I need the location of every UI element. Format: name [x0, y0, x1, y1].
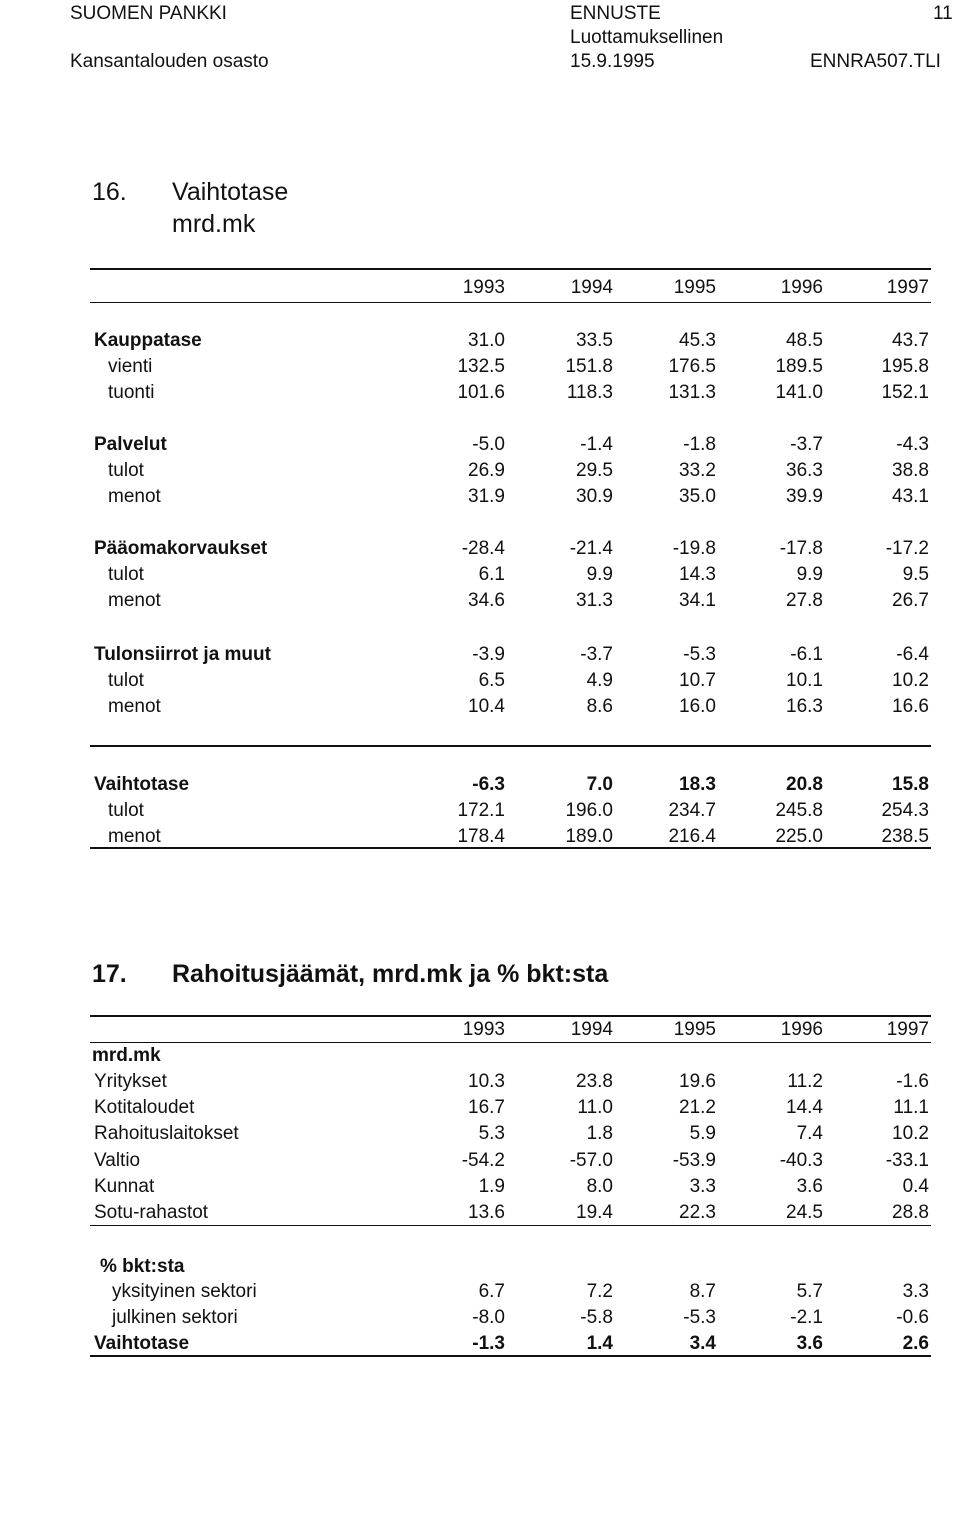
table16-cell: 216.4 [668, 826, 716, 847]
table17-cell: 3.3 [902, 1281, 929, 1302]
table16-cell: 234.7 [668, 800, 716, 821]
table16-cell: 48.5 [786, 330, 823, 351]
table16-cell: 29.5 [576, 460, 613, 481]
table17-cell: 8.0 [586, 1176, 613, 1197]
table17-row-label: Vaihtotase [94, 1333, 190, 1354]
table17-cell: 3.6 [796, 1333, 823, 1354]
table17-row-label: Valtio [94, 1150, 141, 1171]
table16-total-rule [90, 745, 931, 747]
table16-cell: 31.3 [576, 590, 613, 611]
table16-cell: 26.7 [892, 590, 929, 611]
table16-row-label: Palvelut [94, 434, 167, 455]
table16-year-1995: 1995 [673, 277, 716, 298]
table17-cell: 7.4 [796, 1123, 823, 1144]
table17-cell: 13.6 [468, 1202, 505, 1223]
table17-cell: 5.3 [478, 1123, 505, 1144]
table16-row-label: menot [108, 590, 161, 611]
table17-section1-rule [90, 1225, 931, 1226]
page-number: 11 [933, 3, 953, 24]
table16-cell: 238.5 [881, 826, 929, 847]
table16-cell: 31.9 [468, 486, 505, 507]
table17-cell: -33.1 [885, 1150, 929, 1171]
department-name: Kansantalouden osasto [70, 51, 269, 72]
document-type: ENNUSTE [570, 3, 661, 24]
classification: Luottamuksellinen [570, 27, 724, 48]
org-name: SUOMEN PANKKI [70, 3, 227, 24]
table16-cell: -28.4 [461, 538, 505, 559]
table16-cell: 35.0 [679, 486, 716, 507]
table16-cell: 10.1 [786, 670, 823, 691]
table17-cell: 28.8 [892, 1202, 929, 1223]
table16-cell: 9.5 [902, 564, 929, 585]
table16-row-label: tulot [108, 564, 144, 585]
table17-bottom-rule [90, 1355, 931, 1357]
table16-cell: 6.1 [478, 564, 505, 585]
table16-year-1996: 1996 [780, 277, 823, 298]
table16-cell: 45.3 [679, 330, 716, 351]
table16-row-label: Tulonsiirrot ja muut [94, 644, 271, 665]
table16-cell: 34.6 [468, 590, 505, 611]
table16-number: 16. [92, 178, 127, 206]
table17-section-pct-gdp: % bkt:sta [100, 1256, 185, 1277]
table16-cell: 131.3 [668, 382, 716, 403]
table16-cell: 195.8 [881, 356, 929, 377]
table17-row-label: Kunnat [94, 1176, 155, 1197]
table16-row-label: menot [108, 486, 161, 507]
table16-cell: 196.0 [565, 800, 613, 821]
table16-cell: 18.3 [679, 774, 716, 795]
table16-cell: 9.9 [796, 564, 823, 585]
table16-cell: 16.3 [786, 696, 823, 717]
table17-cell: 21.2 [679, 1097, 716, 1118]
table16-cell: -17.2 [885, 538, 929, 559]
table17-cell: 1.9 [478, 1176, 505, 1197]
table16-cell: 10.7 [679, 670, 716, 691]
table17-row-label: Rahoituslaitokset [94, 1123, 239, 1144]
table16-top-rule [90, 268, 931, 270]
table16-cell: 43.1 [892, 486, 929, 507]
table16-cell: 36.3 [786, 460, 823, 481]
table16-cell: -6.4 [896, 644, 929, 665]
table16-cell: 14.3 [679, 564, 716, 585]
table17-cell: 8.7 [689, 1281, 716, 1302]
table16-cell: 10.4 [468, 696, 505, 717]
table16-cell: -19.8 [672, 538, 716, 559]
table17-cell: 11.0 [577, 1097, 613, 1118]
table17-title: Rahoitusjäämät, mrd.mk ja % bkt:sta [172, 960, 609, 988]
table16-cell: 151.8 [565, 356, 613, 377]
table16-cell: -5.3 [683, 644, 716, 665]
table16-row-label: tuonti [108, 382, 155, 403]
table17-cell: 3.3 [689, 1176, 716, 1197]
document-date: 15.9.1995 [570, 51, 655, 72]
table16-cell: -6.1 [790, 644, 823, 665]
table16-cell: 43.7 [892, 330, 929, 351]
table17-cell: 1.8 [586, 1123, 613, 1144]
table16-cell: -1.8 [683, 434, 716, 455]
table17-cell: -40.3 [779, 1150, 823, 1171]
table17-cell: 0.4 [902, 1176, 929, 1197]
table16-cell: -17.8 [779, 538, 823, 559]
table17-row-label: julkinen sektori [112, 1307, 238, 1328]
table16-row-label: Kauppatase [94, 330, 202, 351]
table16-cell: 189.5 [775, 356, 823, 377]
table16-cell: 141.0 [775, 382, 823, 403]
table17-number: 17. [92, 960, 127, 988]
table17-top-rule [90, 1015, 931, 1017]
table17-cell: -1.3 [472, 1333, 505, 1354]
table17-row-label: yksityinen sektori [112, 1281, 257, 1302]
table17-row-label: Yritykset [94, 1071, 167, 1092]
table16-cell: 39.9 [786, 486, 823, 507]
table17-cell: 3.6 [796, 1176, 823, 1197]
table16-cell: 178.4 [457, 826, 505, 847]
table16-cell: -3.7 [580, 644, 613, 665]
table17-cell: -54.2 [461, 1150, 505, 1171]
table17-year-1996: 1996 [780, 1019, 823, 1040]
table17-cell: 14.4 [786, 1097, 823, 1118]
table17-cell: 5.9 [689, 1123, 716, 1144]
table16-row-label: menot [108, 696, 161, 717]
table16-cell: 16.6 [892, 696, 929, 717]
table16-cell: 20.8 [786, 774, 823, 795]
table17-header-rule [90, 1042, 931, 1043]
table16-cell: 132.5 [457, 356, 505, 377]
table16-cell: -5.0 [472, 434, 505, 455]
table17-cell: -53.9 [672, 1150, 716, 1171]
table16-cell: 27.8 [786, 590, 823, 611]
table17-cell: 16.7 [468, 1097, 505, 1118]
table16-row-label: tulot [108, 670, 144, 691]
table17-cell: 10.2 [892, 1123, 929, 1144]
table17-cell: -8.0 [472, 1307, 505, 1328]
table16-cell: 8.6 [586, 696, 613, 717]
table17-cell: 19.4 [576, 1202, 613, 1223]
table16-cell: 9.9 [586, 564, 613, 585]
table16-cell: -21.4 [569, 538, 613, 559]
table17-cell: -5.8 [580, 1307, 613, 1328]
table16-row-label: Vaihtotase [94, 774, 190, 795]
table17-cell: 22.3 [679, 1202, 716, 1223]
table16-cell: 101.6 [457, 382, 505, 403]
table16-title: Vaihtotase [172, 178, 289, 206]
table17-cell: 19.6 [679, 1071, 716, 1092]
table16-cell: 34.1 [679, 590, 716, 611]
table17-cell: -2.1 [790, 1307, 823, 1328]
table16-cell: 26.9 [468, 460, 505, 481]
table17-year-1993: 1993 [462, 1019, 505, 1040]
table16-cell: 254.3 [881, 800, 929, 821]
table17-year-1997: 1997 [886, 1019, 929, 1040]
table17-section-mrdmk: mrd.mk [92, 1045, 161, 1066]
table16-cell: 33.2 [679, 460, 716, 481]
table16-cell: 10.2 [892, 670, 929, 691]
table16-cell: 245.8 [775, 800, 823, 821]
table16-cell: -4.3 [896, 434, 929, 455]
table16-cell: 7.0 [586, 774, 613, 795]
table17-cell: 11.1 [893, 1097, 929, 1118]
table17-cell: 1.4 [586, 1333, 613, 1354]
table16-cell: 16.0 [679, 696, 716, 717]
table17-cell: 23.8 [576, 1071, 613, 1092]
table17-cell: 6.7 [478, 1281, 505, 1302]
table16-row-label: tulot [108, 800, 144, 821]
table16-cell: 15.8 [892, 774, 929, 795]
table16-cell: 225.0 [775, 826, 823, 847]
table16-row-label: vienti [108, 356, 153, 377]
table16-cell: 33.5 [576, 330, 613, 351]
table16-year-1994: 1994 [570, 277, 613, 298]
file-name: ENNRA507.TLI [810, 51, 941, 72]
table17-cell: -0.6 [896, 1307, 929, 1328]
table17-year-1995: 1995 [673, 1019, 716, 1040]
table17-cell: -5.3 [683, 1307, 716, 1328]
table16-unit: mrd.mk [172, 210, 256, 238]
table17-cell: 11.2 [787, 1071, 823, 1092]
table17-cell: 10.3 [468, 1071, 505, 1092]
table17-cell: -1.6 [896, 1071, 929, 1092]
table16-year-1997: 1997 [886, 277, 929, 298]
table17-year-1994: 1994 [570, 1019, 613, 1040]
table16-cell: 176.5 [668, 356, 716, 377]
table16-header-rule [90, 302, 931, 303]
table16-cell: 38.8 [892, 460, 929, 481]
table16-cell: 152.1 [881, 382, 929, 403]
table16-row-label: Pääomakorvaukset [94, 538, 268, 559]
table16-cell: 118.3 [566, 382, 613, 403]
table16-cell: -3.9 [472, 644, 505, 665]
table16-cell: 4.9 [586, 670, 613, 691]
table16-cell: 30.9 [576, 486, 613, 507]
table16-cell: 172.1 [457, 800, 505, 821]
table17-row-label: Sotu-rahastot [94, 1202, 209, 1223]
table16-bottom-rule [90, 847, 931, 849]
table17-row-label: Kotitaloudet [94, 1097, 195, 1118]
table16-row-label: tulot [108, 460, 144, 481]
table17-cell: 2.6 [902, 1333, 929, 1354]
table16-row-label: menot [108, 826, 161, 847]
table16-cell: 6.5 [478, 670, 505, 691]
table17-cell: -57.0 [569, 1150, 613, 1171]
table16-cell: -1.4 [580, 434, 613, 455]
table17-cell: 24.5 [786, 1202, 823, 1223]
table16-year-1993: 1993 [462, 277, 505, 298]
table16-cell: 189.0 [565, 826, 613, 847]
table17-cell: 7.2 [586, 1281, 613, 1302]
table16-cell: -6.3 [472, 774, 505, 795]
table16-cell: -3.7 [790, 434, 823, 455]
table16-cell: 31.0 [468, 330, 505, 351]
table17-cell: 3.4 [689, 1333, 716, 1354]
table17-cell: 5.7 [796, 1281, 823, 1302]
